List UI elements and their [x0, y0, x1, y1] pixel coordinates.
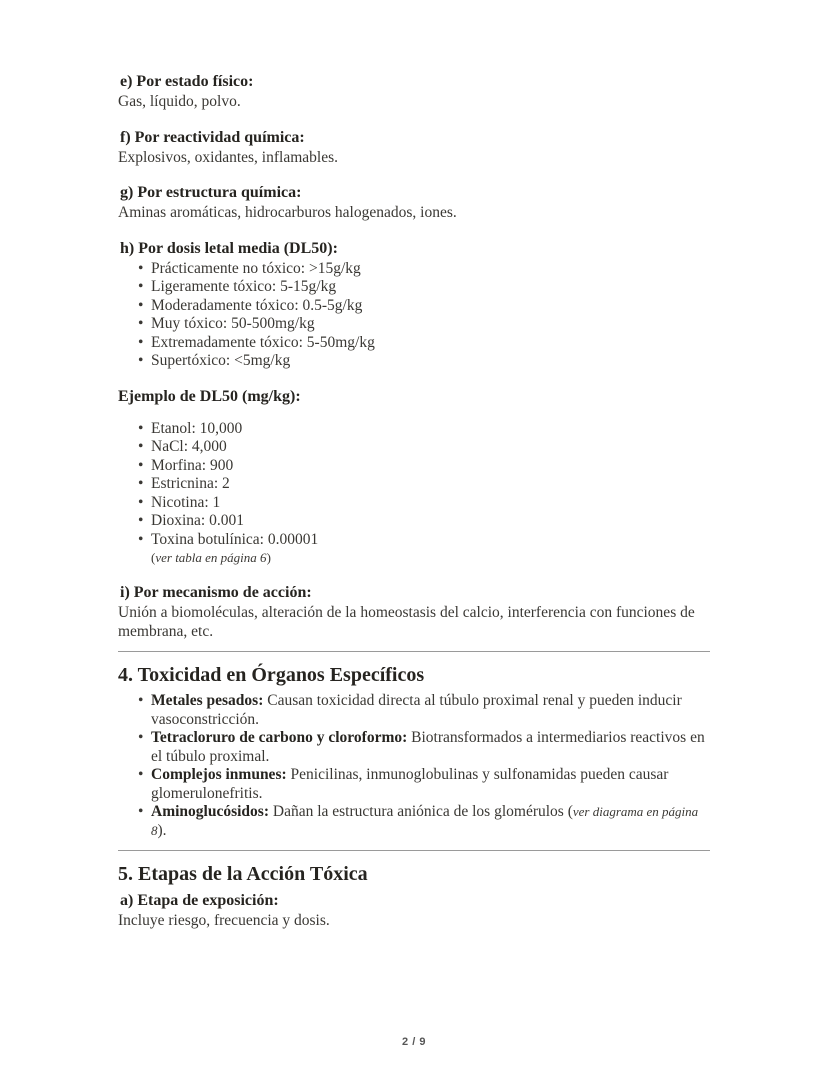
list-item: • NaCl: 4,000	[118, 438, 710, 457]
list-item: • Moderadamente tóxico: 0.5-5g/kg	[118, 297, 710, 316]
list-item	[118, 692, 710, 729]
list-item: • Dioxina: 0.001	[118, 512, 710, 531]
paragraph-e: Gas, líquido, polvo.	[118, 93, 241, 110]
bullet-list-dl50-examples	[118, 420, 710, 568]
list-item-lead: Complejos inmunes:	[151, 766, 287, 783]
bullet-list-dl50-classes	[118, 260, 710, 371]
list-item: • Supertóxico: <5mg/kg	[118, 352, 710, 371]
list-item: • Ligeramente tóxico: 5-15g/kg	[118, 278, 710, 297]
subsection-heading-h: h) Por dosis letal media (DL50):	[120, 239, 338, 257]
section-divider	[118, 850, 710, 851]
reference-note	[151, 549, 710, 567]
note-paren-open: (	[151, 550, 156, 565]
list-item: • Nicotina: 1	[118, 494, 710, 513]
list-item	[118, 766, 710, 803]
note-paren-close: )	[266, 550, 271, 565]
subsection-heading-i: i) Por mecanismo de acción:	[120, 584, 312, 601]
subsection-heading-f: f) Por reactividad química:	[120, 128, 305, 146]
list-item	[118, 729, 710, 766]
subsection-heading-g: g) Por estructura química:	[120, 184, 302, 201]
list-item-text: Penicilinas, inmunoglobulinas y sulfonamidas pueden causar glomerulonefritis.	[151, 766, 669, 802]
note-text: ver tabla en página 6	[155, 550, 267, 565]
list-item: • Etanol: 10,000	[118, 420, 710, 439]
section-heading-4: 4. Toxicidad en Órganos Específicos	[118, 664, 425, 686]
subsection-heading-dl50-examples: Ejemplo de DL50 (mg/kg):	[118, 387, 301, 405]
list-item-text: Toxina botulínica: 0.00001	[151, 530, 319, 548]
paragraph-f: Explosivos, oxidantes, inflamables.	[118, 148, 338, 166]
list-item-lead: Tetracloruro de carbono y cloroformo:	[151, 729, 408, 746]
reference-note-inline: ver diagrama en página 8	[151, 804, 699, 838]
list-item: • Muy tóxico: 50-500mg/kg	[118, 315, 710, 334]
paragraph-g: Aminas aromáticas, hidrocarburos halogenados, iones.	[118, 204, 457, 221]
list-item	[118, 531, 710, 568]
paragraph-5a: Incluye riesgo, frecuencia y dosis.	[118, 912, 330, 929]
document-page	[118, 72, 710, 931]
page-number: 2 / 9	[402, 1036, 426, 1048]
list-item-text: Biotransformados a intermediarios reactivos en el túbulo proximal.	[151, 729, 705, 765]
list-item-lead: Aminoglucósidos:	[151, 803, 269, 820]
list-item-text: Dañan la estructura aniónica de los glomérulos (	[269, 803, 573, 820]
section-divider	[118, 651, 710, 652]
section-heading-5: 5. Etapas de la Acción Tóxica	[118, 863, 368, 885]
list-item: • Estricnina: 2	[118, 475, 710, 494]
bullet-list-organ-toxicity	[118, 692, 710, 840]
list-item: • Prácticamente no tóxico: >15g/kg	[118, 260, 710, 279]
list-item: • Morfina: 900	[118, 457, 710, 476]
subsection-heading-e: e) Por estado físico:	[120, 73, 254, 90]
list-item	[118, 803, 710, 840]
subsection-heading-5a: a) Etapa de exposición:	[120, 892, 279, 909]
list-item-lead: Metales pesados:	[151, 692, 264, 709]
list-item: • Extremadamente tóxico: 5-50mg/kg	[118, 334, 710, 353]
list-item-tail: ).	[157, 821, 167, 839]
paragraph-i: Unión a biomoléculas, alteración de la homeostasis del calcio, interferencia con funciones de membrana, etc.	[118, 604, 695, 640]
list-item-text: Causan toxicidad directa al túbulo proximal renal y pueden inducir vasoconstricción.	[151, 692, 682, 728]
